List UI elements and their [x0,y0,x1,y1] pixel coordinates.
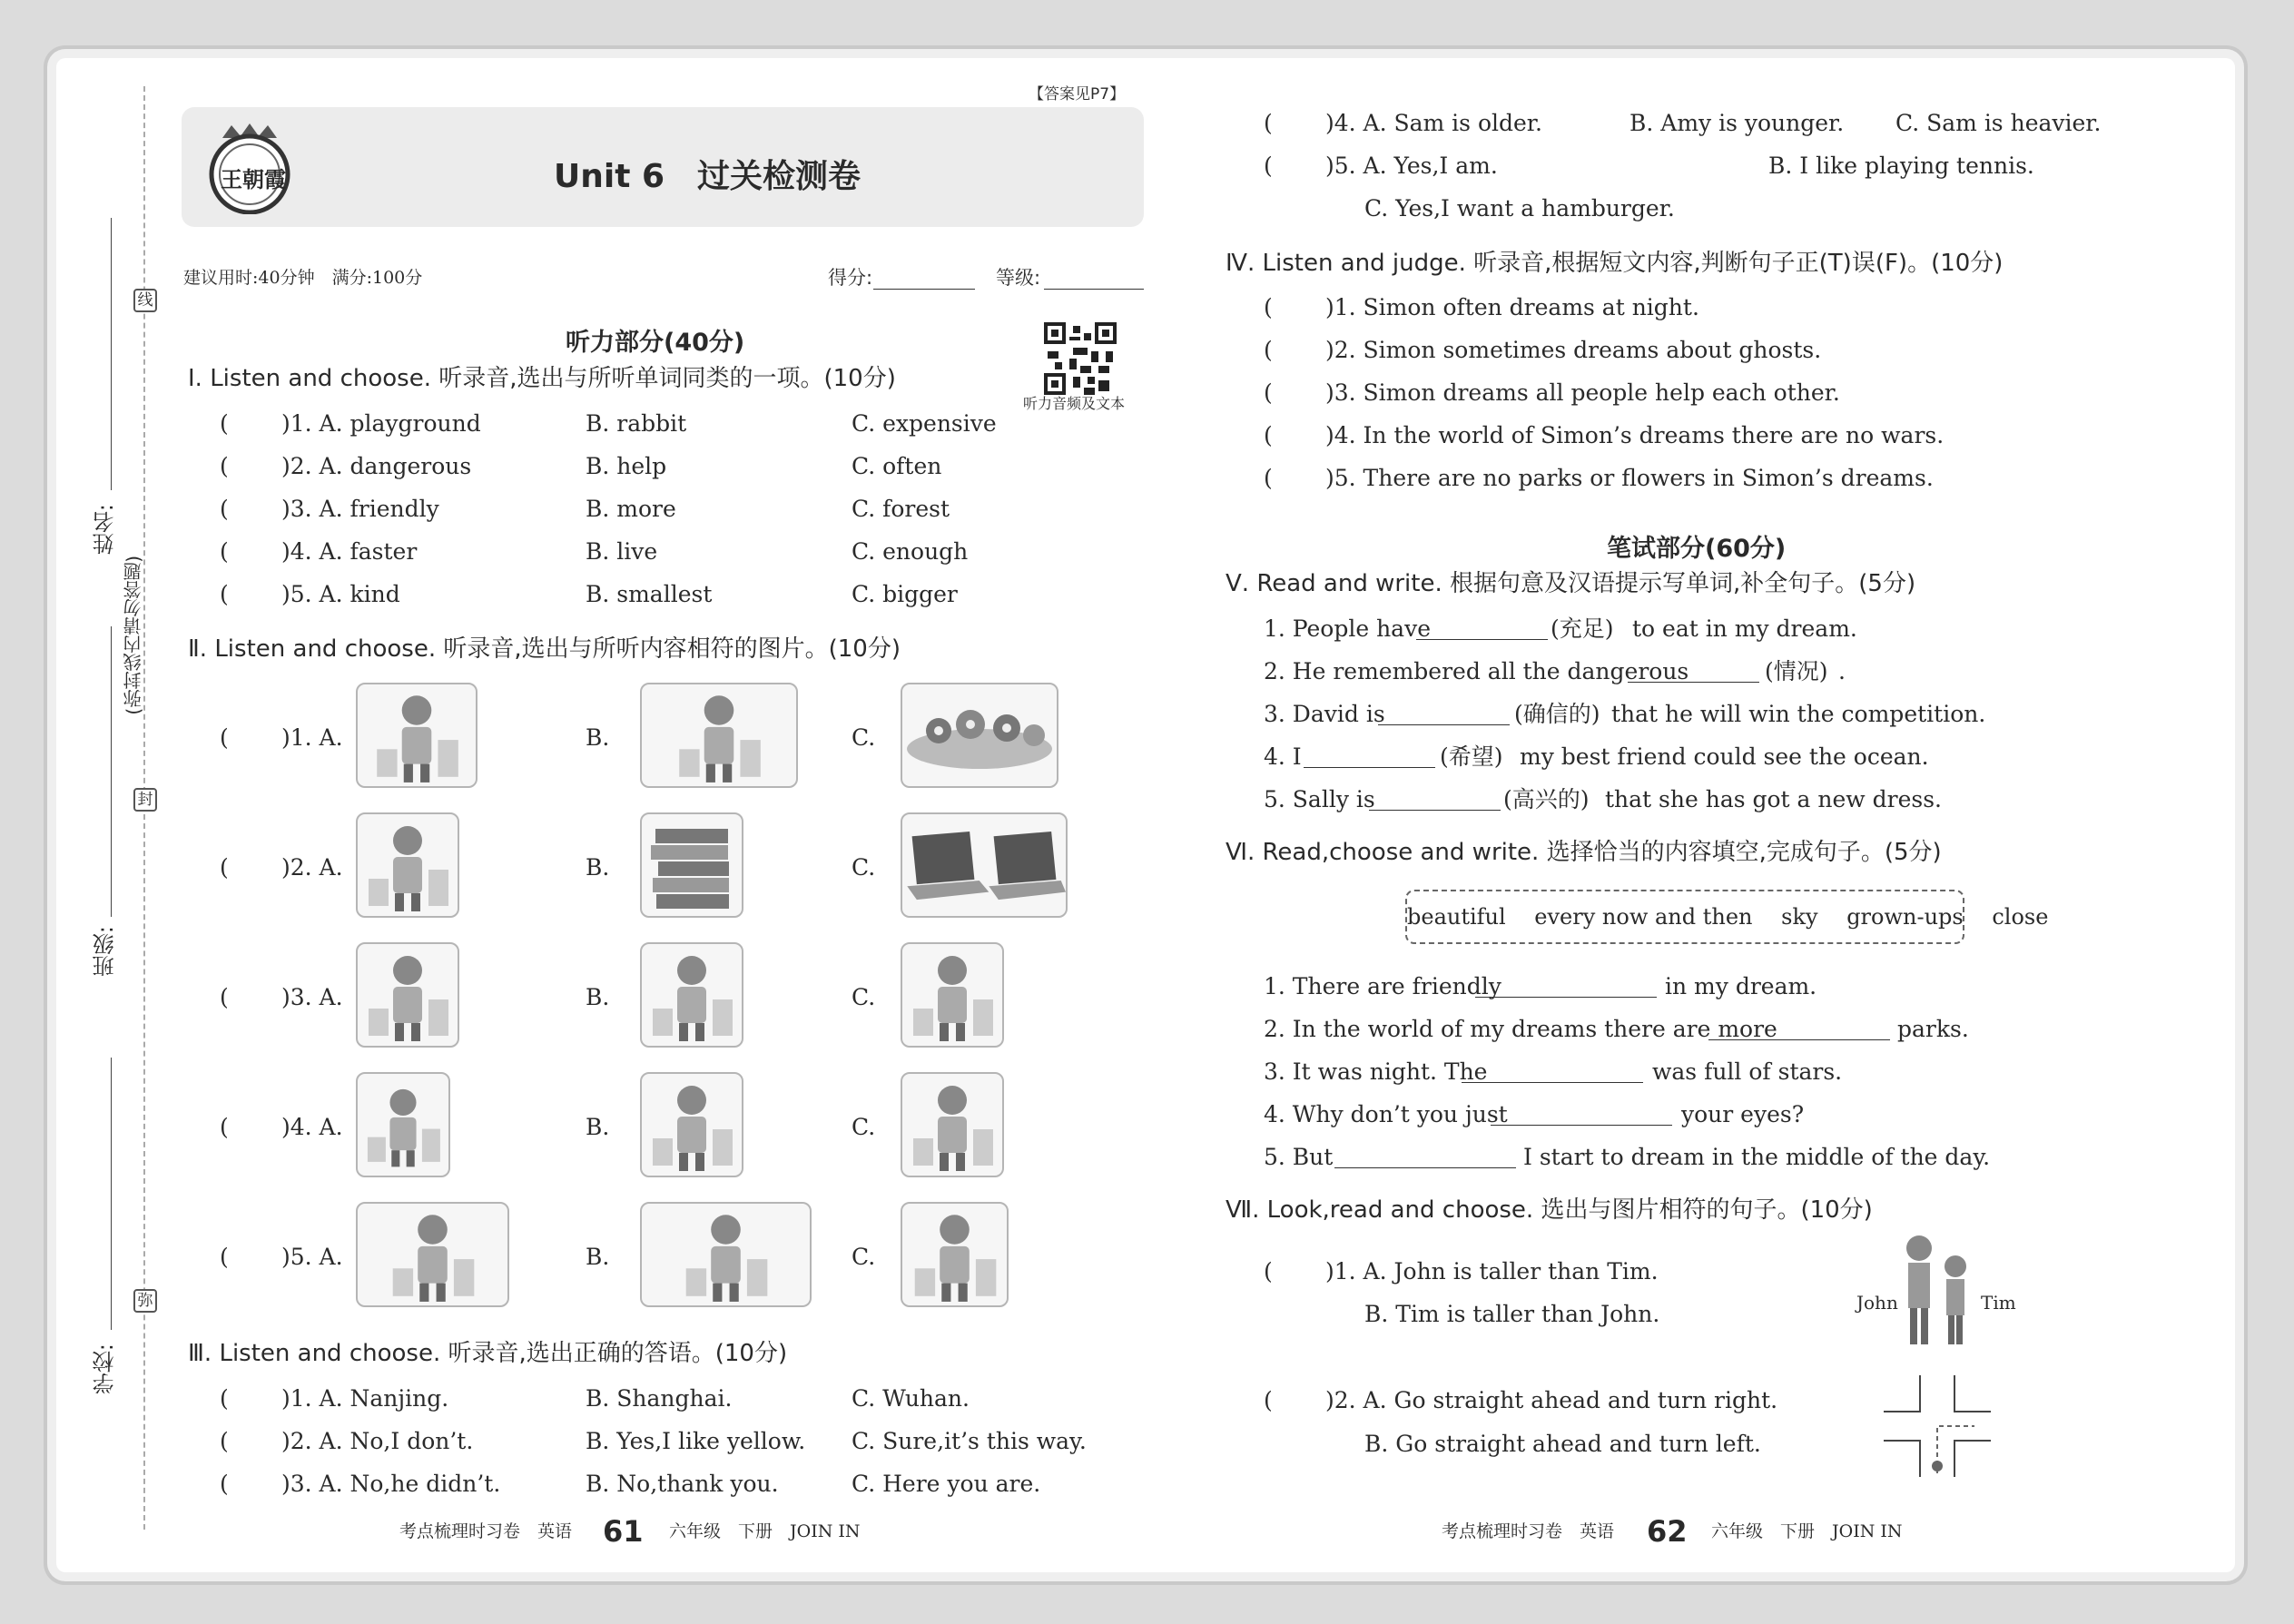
s2-answer-paren[interactable]: ( [220,984,229,1010]
section-4-title: Ⅳ. Listen and judge. 听录音,根据短文内容,判断句子正(T)误(F)。(10分) [1226,250,2004,277]
s2-option-b-label: B. [586,984,610,1010]
s3-option-a: )3. A. No,he didn’t. [281,1471,501,1497]
s1-option-b: B. rabbit [586,410,687,437]
s5-blank[interactable] [1304,767,1435,768]
s1-answer-paren[interactable]: ( [220,538,229,565]
s3-answer-paren[interactable]: ( [220,1471,229,1497]
s4-statement: )1. Simon often dreams at night. [1325,294,1699,320]
s3-option-a: )1. A. Nanjing. [281,1385,449,1412]
s3-option-b: B. Shanghai. [586,1385,733,1412]
s6-sentence-start: 1. There are friendly [1264,973,1501,999]
s3-answer-paren[interactable]: ( [220,1428,229,1454]
s3-option-b: B. Yes,I like yellow. [586,1428,806,1454]
picture-flower[interactable] [901,683,1058,788]
s3-answer-paren[interactable]: ( [1264,153,1273,179]
s5-sentence-end: . [1838,658,1846,684]
s1-option-a: )1. A. playground [281,410,481,437]
boys-height-picture [1897,1230,1979,1348]
s3-option-c: C. Here you are. [852,1471,1041,1497]
s5-sentence-end: that she has got a new dress. [1605,786,1942,812]
s2-option-b-label: B. [586,1244,610,1270]
s4-statement: )4. In the world of Simon’s dreams there are no wars. [1325,422,1944,448]
picture-sleeping-boy[interactable] [640,942,743,1048]
s5-hint: (希望) [1440,743,1503,770]
logo-text: 王朝霞 [221,166,286,192]
s3-answer-paren[interactable]: ( [1264,110,1273,136]
s5-hint: (确信的) [1514,701,1600,727]
s6-sentence-start: 2. In the world of my dreams there are more [1264,1016,1777,1042]
s1-option-b: B. more [586,496,676,522]
s5-blank[interactable] [1369,810,1501,811]
s4-statement: )3. Simon dreams all people help each other. [1325,379,1840,406]
footer-right-tail: 六年级 下册 JOIN IN [1711,1521,1903,1541]
s1-answer-paren[interactable]: ( [220,581,229,607]
section-2-title: Ⅱ. Listen and choose. 听录音,选出与所听内容相符的图片。(10分) [188,635,901,663]
footer-right-series: 考点梳理时习卷 英语 [1442,1521,1615,1541]
s7-q1-paren[interactable]: ( [1264,1258,1273,1284]
s3-option-c: C. Sure,it’s this way. [852,1428,1087,1454]
s5-sentence-start: 1. People have [1264,615,1432,642]
s4-answer-paren[interactable]: ( [1264,337,1273,363]
answer-reference: 【答案见P7】 [1029,85,1126,103]
s3-option-b: B. No,thank you. [586,1471,779,1497]
close-marker: 弥 [133,1289,157,1313]
s5-sentence-end: my best friend could see the ocean. [1520,743,1929,770]
section-5-title: Ⅴ. Read and write. 根据句意及汉语提示写单词,补全句子。(5分) [1226,570,1916,597]
s4-statement: )2. Simon sometimes dreams about ghosts. [1325,337,1822,363]
s1-option-a: )5. A. kind [281,581,400,607]
grade-field[interactable] [1044,289,1144,290]
s1-answer-paren[interactable]: ( [220,453,229,479]
name-label: 姓名: [93,504,118,556]
score-label: 得分: [828,267,873,289]
s3-option-a: )4. A. Sam is older. [1325,110,1542,136]
s7-q2-option-a: )2. A. Go straight ahead and turn right. [1325,1387,1778,1413]
s4-statement: )5. There are no parks or flowers in Simon’s dreams. [1325,465,1934,491]
s5-sentence-start: 4. I [1264,743,1302,770]
score-field[interactable] [873,289,975,290]
listening-header: 听力部分(40分) [566,329,745,357]
seal-marker: 封 [133,788,157,812]
footer-right-page: 62 [1647,1514,1688,1549]
route-map-picture [1884,1375,1991,1477]
footer-left-series: 考点梳理时习卷 英语 [399,1521,573,1541]
s6-sentence-end: in my dream. [1665,973,1817,999]
s6-sentence-end: your eyes? [1681,1101,1805,1127]
picture-boy-girl-2[interactable] [901,1072,1004,1177]
s6-blank[interactable] [1708,1039,1890,1040]
s2-answer-paren[interactable]: ( [220,1244,229,1270]
label-tim: Tim [1981,1292,2016,1314]
s5-sentence-start: 3. David is [1264,701,1385,727]
s5-hint: (充足) [1551,615,1614,642]
s5-sentence-start: 2. He remembered all the dangerous [1264,658,1689,684]
s3-option-c: C. Sam is heavier. [1895,110,2102,136]
label-john: John [1856,1292,1898,1314]
written-header: 笔试部分(60分) [1607,535,1787,563]
class-label: 班级: [93,926,118,978]
s2-option-a-label: )4. A. [281,1114,343,1140]
s1-option-a: )2. A. dangerous [281,453,472,479]
picture-reading-boy[interactable] [356,942,459,1048]
s6-sentence-start: 5. But [1264,1144,1334,1170]
s1-option-c: C. enough [852,538,969,565]
s5-blank[interactable] [1628,682,1759,683]
s2-option-a-label: )3. A. [281,984,343,1010]
picture-boy-girl-1[interactable] [640,1072,743,1177]
picture-building[interactable] [356,1202,509,1307]
s3-option-b: B. I like playing tennis. [1768,153,2034,179]
picture-train[interactable] [640,683,798,788]
s2-option-b-label: B. [586,724,610,751]
s7-q1-option-a: )1. A. John is taller than Tim. [1325,1258,1659,1284]
s5-sentence-end: that he will win the competition. [1611,701,1986,727]
s2-answer-paren[interactable]: ( [220,854,229,881]
picture-two-boys[interactable] [356,1072,450,1177]
s1-option-c: C. bigger [852,581,958,607]
s7-q2-paren[interactable]: ( [1264,1387,1273,1413]
s3-option-c: C. Wuhan. [852,1385,970,1412]
s1-option-a: )3. A. friendly [281,496,439,522]
section-6-title: Ⅵ. Read,choose and write. 选择恰当的内容填空,完成句子。(5分) [1226,839,1942,866]
s1-option-c: C. often [852,453,942,479]
s6-sentence-start: 3. It was night. The [1264,1058,1488,1085]
section-1-title: Ⅰ. Listen and choose. 听录音,选出与所听单词同类的一项。(10分) [188,365,896,392]
s2-option-c-label: C. [852,724,876,751]
s5-blank[interactable] [1378,724,1510,725]
s7-q1-option-b: B. Tim is taller than John. [1364,1301,1660,1327]
s2-option-c-label: C. [852,984,876,1010]
suggested-time: 建议用时:40分钟 满分:100分 [183,268,423,288]
name-line[interactable] [111,218,112,490]
s2-option-c-label: C. [852,1244,876,1270]
s6-sentence-start: 4. Why don’t you just [1264,1101,1508,1127]
s2-option-c-label: C. [852,854,876,881]
s2-option-a-label: )1. A. [281,724,343,751]
footer-left-page: 61 [603,1514,644,1549]
s3-option-a: )5. A. Yes,I am. [1325,153,1498,179]
s3-option-a: )2. A. No,I don’t. [281,1428,474,1454]
s1-option-c: C. expensive [852,410,997,437]
s4-answer-paren[interactable]: ( [1264,294,1273,320]
s5-sentence-end: to eat in my dream. [1632,615,1857,642]
s4-answer-paren[interactable]: ( [1264,422,1273,448]
s3-option-b: B. Amy is younger. [1629,110,1845,136]
qr-code[interactable] [1044,322,1117,395]
s5-hint: (情况) [1765,658,1828,684]
s4-answer-paren[interactable]: ( [1264,465,1273,491]
picture-stadium[interactable] [640,1202,812,1307]
s1-option-c: C. forest [852,496,950,522]
picture-laptop[interactable] [901,812,1068,918]
s1-answer-paren[interactable]: ( [220,496,229,522]
section-7-title: Ⅶ. Look,read and choose. 选出与图片相符的句子。(10分) [1226,1196,1873,1224]
school-label: 学校: [93,1343,118,1395]
picture-palace[interactable] [901,1202,1009,1307]
grade-label: 等级: [996,267,1041,289]
s2-option-b-label: B. [586,1114,610,1140]
picture-forest[interactable] [356,812,459,918]
s1-option-b: B. live [586,538,658,565]
s1-option-b: B. smallest [586,581,713,607]
no-answer-note: (弥封线内请勿答题) [123,556,144,715]
s3-option-c: C. Yes,I want a hamburger. [1364,195,1675,221]
s2-answer-paren[interactable]: ( [220,724,229,751]
s6-blank[interactable] [1334,1167,1516,1168]
s1-option-a: )4. A. faster [281,538,418,565]
s2-option-c-label: C. [852,1114,876,1140]
line-marker: 线 [133,289,157,312]
picture-washing-boy[interactable] [901,942,1004,1048]
s2-option-a-label: )5. A. [281,1244,343,1270]
s6-blank[interactable] [1475,997,1657,998]
school-line[interactable] [111,1058,112,1330]
page-title: Unit 6 过关检测卷 [554,158,861,195]
s2-option-a-label: )2. A. [281,854,343,881]
s7-q2-option-b: B. Go straight ahead and turn left. [1364,1431,1761,1457]
s5-sentence-start: 5. Sally is [1264,786,1375,812]
s6-sentence-end: parks. [1897,1016,1969,1042]
picture-books[interactable] [640,812,743,918]
s6-blank[interactable] [1462,1082,1643,1083]
section-3-title: Ⅲ. Listen and choose. 听录音,选出正确的答语。(10分) [188,1340,788,1367]
s2-answer-paren[interactable]: ( [220,1114,229,1140]
s3-answer-paren[interactable]: ( [220,1385,229,1412]
s2-option-b-label: B. [586,854,610,881]
footer-left-tail: 六年级 下册 JOIN IN [669,1521,861,1541]
s1-option-b: B. help [586,453,667,479]
class-line[interactable] [111,626,112,917]
s4-answer-paren[interactable]: ( [1264,379,1273,406]
s6-sentence-end: I start to dream in the middle of the day. [1523,1144,1991,1170]
s5-blank[interactable] [1416,639,1548,640]
s6-blank[interactable] [1491,1125,1672,1126]
picture-robot[interactable] [356,683,478,788]
s1-answer-paren[interactable]: ( [220,410,229,437]
s5-hint: (高兴的) [1503,786,1590,812]
s6-sentence-end: was full of stars. [1652,1058,1843,1085]
word-box: beautiful every now and then sky grown-ups close [1405,890,1964,944]
qr-caption: 听力音频及文本 [1023,395,1126,412]
